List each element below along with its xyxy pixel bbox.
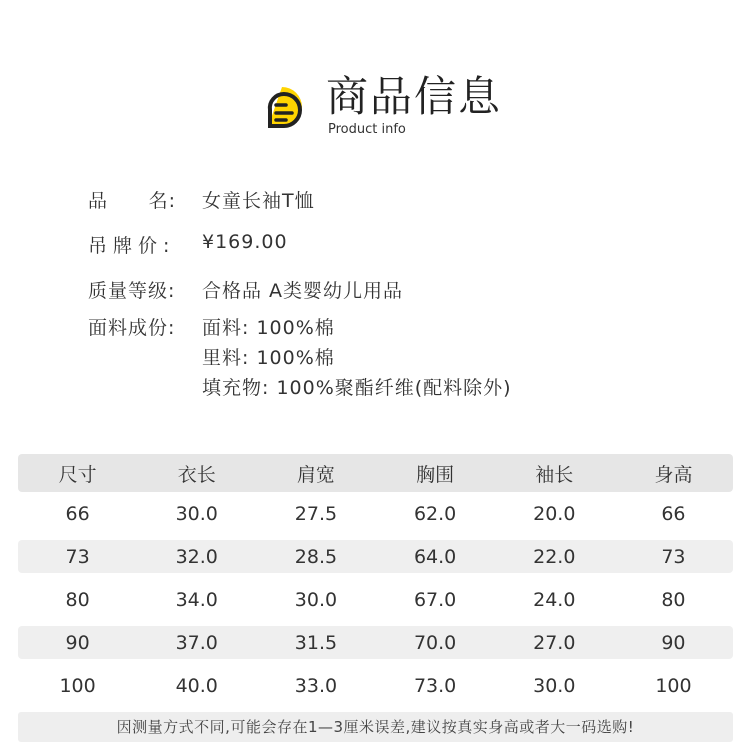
info-row-price (88, 231, 512, 276)
table-cell: 64.0 (413, 545, 457, 568)
table-cell: 31.5 (294, 631, 338, 654)
product-info (88, 186, 512, 403)
table-cell: 24.0 (533, 588, 576, 611)
material-line: 里料: 100%棉 (202, 347, 335, 369)
table-header-cell: 肩宽 (296, 463, 335, 486)
table-cell: 34.0 (175, 588, 218, 611)
table-row (18, 492, 733, 535)
table-cell: 73.0 (413, 674, 457, 697)
name-value: 女童长袖T恤 (202, 190, 315, 212)
table-cell: 66 (65, 502, 90, 525)
table-cell: 30.0 (533, 674, 576, 697)
material-line: 填充物: 100%聚酯纤维(配料除外) (202, 377, 512, 399)
table-cell: 66 (661, 502, 686, 525)
table-row (18, 540, 733, 573)
table-cell: 67.0 (413, 588, 457, 611)
table-header-cell: 尺寸 (58, 463, 97, 486)
name-label (88, 186, 176, 213)
table-cell: 27.0 (533, 631, 576, 654)
measurement-note: 因测量方式不同,可能会存在1—3厘米误差,建议按真实身高或者大一码选购! (18, 712, 733, 742)
table-header-cell: 身高 (654, 463, 693, 486)
grade-value: 合格品 A类婴幼儿用品 (202, 280, 404, 302)
name-label-part: 名: (148, 190, 176, 212)
table-cell: 37.0 (175, 631, 218, 654)
table-row (18, 578, 733, 621)
table-cell: 32.0 (175, 545, 218, 568)
table-cell: 27.5 (294, 502, 338, 525)
info-badge-icon (262, 82, 314, 140)
table-cell: 30.0 (175, 502, 218, 525)
table-cell: 90 (661, 631, 686, 654)
table-row (18, 626, 733, 659)
table-header-row (18, 454, 733, 492)
table-cell: 100 (59, 674, 96, 697)
table-cell: 20.0 (533, 502, 576, 525)
table-cell: 70.0 (413, 631, 457, 654)
table-cell: 22.0 (533, 545, 576, 568)
table-header-cell: 袖长 (535, 463, 574, 486)
table-cell: 80 (661, 588, 686, 611)
table-header-cell: 衣长 (177, 463, 216, 486)
grade-label: 质量等级: (88, 280, 176, 302)
table-cell: 80 (65, 588, 90, 611)
table-cell: 100 (655, 674, 692, 697)
section-subtitle: Product info (328, 122, 406, 137)
info-row-name (88, 186, 512, 231)
section-title: 商品信息 (326, 72, 503, 121)
material-line: 面料: 100%棉 (202, 317, 335, 339)
table-row (18, 664, 733, 707)
table-cell: 28.5 (294, 545, 338, 568)
table-cell: 33.0 (294, 674, 338, 697)
table-cell: 30.0 (294, 588, 338, 611)
price-label: 吊牌价: (88, 235, 176, 257)
table-cell: 73 (661, 545, 686, 568)
table-cell: 73 (65, 545, 90, 568)
table-cell: 90 (65, 631, 90, 654)
material-label: 面料成份: (88, 317, 176, 339)
name-label-part: 品 (88, 190, 109, 212)
section-header (262, 72, 502, 140)
table-cell: 62.0 (413, 502, 457, 525)
price-value: ¥169.00 (202, 231, 288, 253)
info-row-material (88, 313, 512, 403)
table-header-cell: 胸围 (416, 463, 455, 486)
size-table (18, 454, 733, 707)
table-cell: 40.0 (175, 674, 218, 697)
